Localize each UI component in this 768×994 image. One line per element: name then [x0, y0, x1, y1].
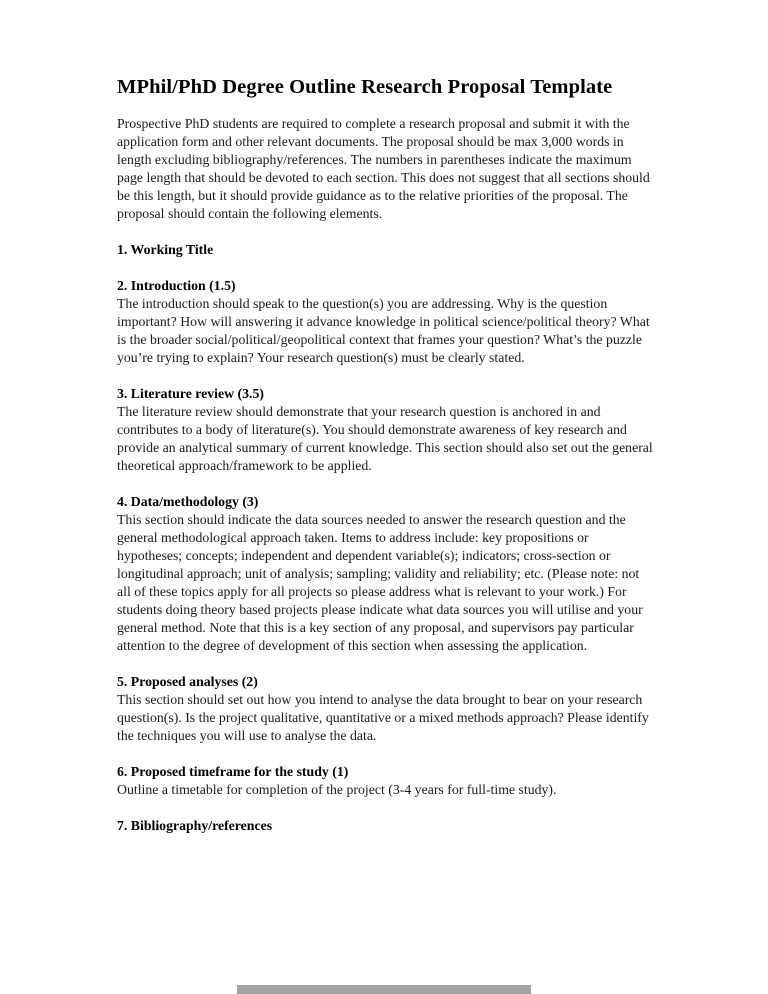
section-bibliography	[117, 817, 653, 835]
section-literature-review	[117, 385, 653, 475]
section-body: The introduction should speak to the question(s) you are addressing. Why is the question important? How will answering it advance knowledge in political science/political theory? What is the broader social/political/geopolitical context that frames your question? What’s the puzzle you’re trying to explain? Your research question(s) must be clearly stated.	[117, 296, 650, 365]
section-heading: 4. Data/methodology (3)	[117, 494, 259, 509]
section-heading: 2. Introduction (1.5)	[117, 278, 236, 293]
section-proposed-timeframe	[117, 763, 653, 799]
section-body: This section should indicate the data sources needed to answer the research question and the general methodological approach taken. Items to address include: key propositions or hypotheses; concepts; independent and dependent variable(s); indicators; cross-section or longitudinal approach; unit of analysis; sampling; validity and reliability; etc. (Please note: not all of these topics apply for all projects so please address what is relevant to your work.) For students doing theory based projects please indicate what data sources you will utilise and your general method. Note that this is a key section of any proposal, and supervisors pay particular attention to the degree of development of this section when assessing the application.	[117, 512, 643, 653]
section-heading: 1. Working Title	[117, 242, 214, 257]
section-body: This section should set out how you intend to analyse the data brought to bear on your research question(s). Is the project qualitative, quantitative or a mixed methods approach? Please identify the techniques you will use to analyse the data.	[117, 692, 649, 743]
section-heading: 5. Proposed analyses (2)	[117, 674, 258, 689]
section-heading: 3. Literature review (3.5)	[117, 386, 264, 401]
section-proposed-analyses	[117, 673, 653, 745]
page-gap-indicator	[237, 985, 531, 994]
document-title: MPhil/PhD Degree Outline Research Proposal Template	[117, 76, 613, 98]
document-page	[117, 76, 653, 835]
intro-paragraph: Prospective PhD students are required to complete a research proposal and submit it with the application form and other relevant documents. The proposal should be max 3,000 words in length excluding bibliography/references. The numbers in parentheses indicate the maximum page length that should be devoted to each section. This does not suggest that all sections should be this length, but it should provide guidance as to the relative priorities of the proposal. The proposal should contain the following elements.	[117, 116, 650, 221]
section-introduction	[117, 277, 653, 367]
section-heading: 6. Proposed timeframe for the study (1)	[117, 764, 349, 779]
section-heading: 7. Bibliography/references	[117, 818, 273, 833]
section-body: The literature review should demonstrate that your research question is anchored in and contributes to a body of literature(s). You should demonstrate awareness of key research and provide an analytical summary of current knowledge. This section should also set out the general theoretical approach/framework to be applied.	[117, 404, 653, 473]
section-body: Outline a timetable for completion of the project (3-4 years for full-time study).	[117, 782, 557, 797]
section-working-title	[117, 241, 653, 259]
section-data-methodology	[117, 493, 653, 655]
